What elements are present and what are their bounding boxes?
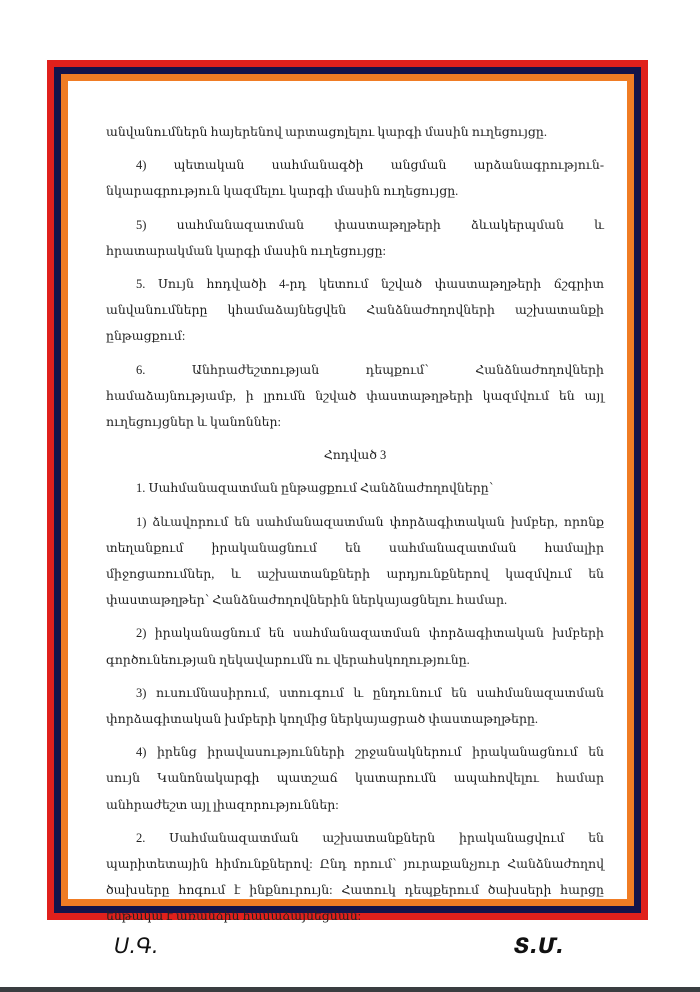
signature-initials-left: Ս.Գ. (114, 933, 159, 958)
paragraph-item-4: 4) պետական սահմանագծի անցման արձանագրություն-նկարագրություն կազմելու կարգի մասին ուղեցույցը. (106, 158, 604, 199)
paragraph-subitem-3: 3) ուսումնասիրում, ստուգում և ընդունում են սահմանազատման փորձագիտական խմբերի կողմից ներկայացրած փաստաթղթերը. (106, 685, 604, 727)
document-body (106, 119, 604, 959)
paragraph-point-1: 1. Սահմանազատման ընթացքում Հանձնաժողովները՝ (136, 481, 494, 496)
paragraph-point-6: 6. Անհրաժեշտության դեպքում՝ Հանձնաժողովների համաձայնությամբ, ի լրումն նշված փաստաթղթերի կազմվում են այլ ուղեցույցներ և կանոններ: (106, 362, 604, 430)
viewer-bottom-bar (0, 987, 700, 992)
article-heading: Հոդված 3 (323, 448, 387, 463)
signature-row (106, 933, 604, 959)
signature-initials-right: Տ.Մ. (513, 933, 564, 958)
paragraph-continuation: անվանումներն հայերենով արտացոլելու կարգի մասին ուղեցույցը. (106, 125, 547, 139)
paragraph-point-5: 5. Սույն հոդվածի 4-րդ կետում նշված փաստաթղթերի ճշգրիտ անվանումները կհամաձայնեցվեն Հանձնաժողովների աշխատանքի ընթացքում: (106, 277, 604, 344)
paragraph-subitem-1: 1) ձևավորում են սահմանազատման փորձագիտական խմբեր, որոնք տեղանքում իրականացնում են սահմանազատման համալիր միջոցառումներ, և աշխատանքների արդյունքներով կազմվում են փաստաթղթեր՝ Հանձնաժողովներին ներկայացնելու համար. (106, 514, 604, 608)
paragraph-point-2: 2. Սահմանազատման աշխատանքներն իրականացվում են պարիտետային հիմունքներով: Ընդ որում՝ յուրաքանչյուր Հանձնաժողով ծախսերը հոգում է ինքնուրույն: Հատուկ դեպքերում ծախսերի հարցը ենթակա է առանձին համաձայնեցման: (106, 830, 604, 924)
paragraph-subitem-4: 4) իրենց իրավասությունների շրջանակներում իրականացնում են սույն Կանոնակարգի պատշաճ կատարումն ապահովելու համար անհրաժեշտ այլ լիազորություններ: (106, 745, 604, 812)
paragraph-subitem-2: 2) իրականացնում են սահմանազատման փորձագիտական խմբերի գործունեության ղեկավարումն ու վերահսկողությունը. (106, 626, 604, 667)
paragraph-item-5: 5) սահմանազատման փաստաթղթերի ձևակերպման և հրատարակման կարգի մասին ուղեցույցը: (106, 217, 604, 258)
